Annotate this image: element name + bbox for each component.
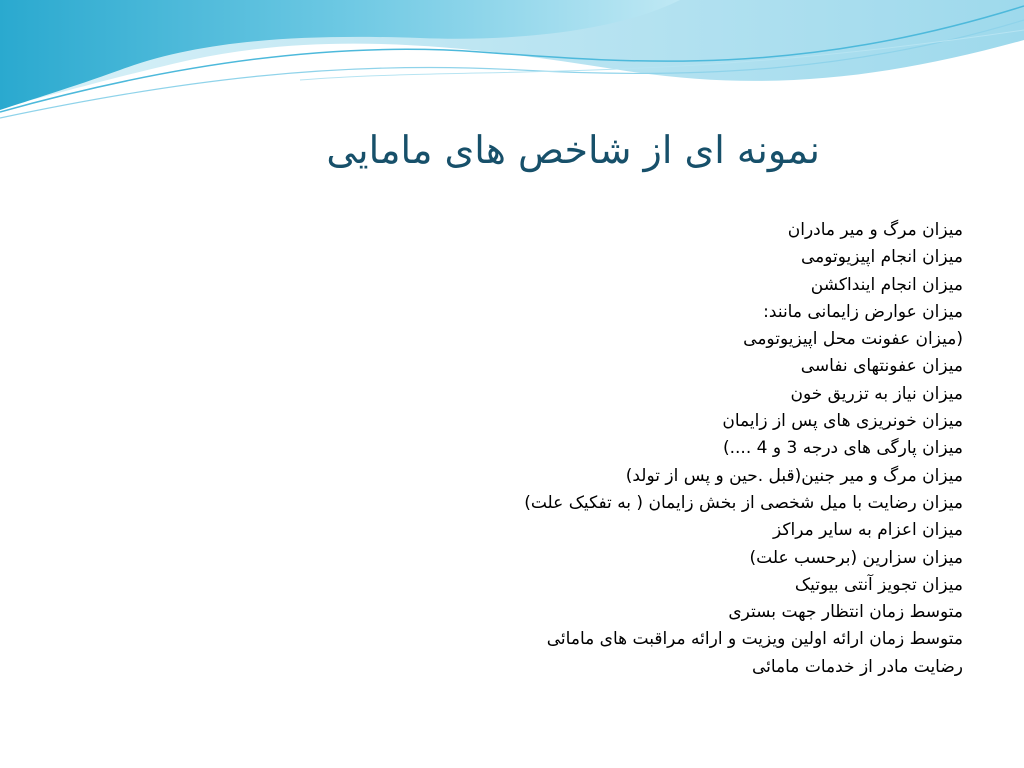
list-item: میزان پارگی های درجه 3 و 4 ....) <box>722 438 963 459</box>
list-item: میزان رضایت با میل شخصی از بخش زایمان ( به تفکیک علت) <box>524 492 963 513</box>
list-item: میزان سزارین (برحسب علت) <box>749 547 963 568</box>
list-item: میزان مرگ و میر جنین(قبل .حین و پس از تولد) <box>625 465 963 486</box>
list-item: رضایت مادر از خدمات مامائی <box>751 656 963 677</box>
list-item: میزان انجام اپیزیوتومی <box>800 247 963 268</box>
list-item: متوسط زمان انتظار جهت بستری <box>728 602 963 623</box>
list-item: میزان نیاز به تزریق خون <box>790 383 963 404</box>
list-item: میزان انجام اینداکشن <box>810 274 963 295</box>
list-item: میزان خونریزی های پس از زایمان <box>722 411 963 432</box>
list-item: میزان تجویز آنتی بیوتیک <box>794 574 963 595</box>
list-item: میزان اعزام به سایر مراکز <box>773 520 963 541</box>
indicator-list <box>300 217 963 681</box>
slide-title: نمونه ای از شاخص های مامایی <box>326 128 820 172</box>
list-item: میزان مرگ و میر مادران <box>787 220 963 240</box>
list-item: (میزان عفونت محل اپیزیوتومی <box>743 329 963 350</box>
list-item: متوسط زمان ارائه اولین ویزیت و ارائه مراقبت های مامائی <box>546 629 963 650</box>
list-item: میزان عوارض زایمانی مانند: <box>763 301 963 322</box>
list-item: میزان عفونتهای نفاسی <box>800 356 963 377</box>
decorative-wave-header <box>0 0 1024 140</box>
